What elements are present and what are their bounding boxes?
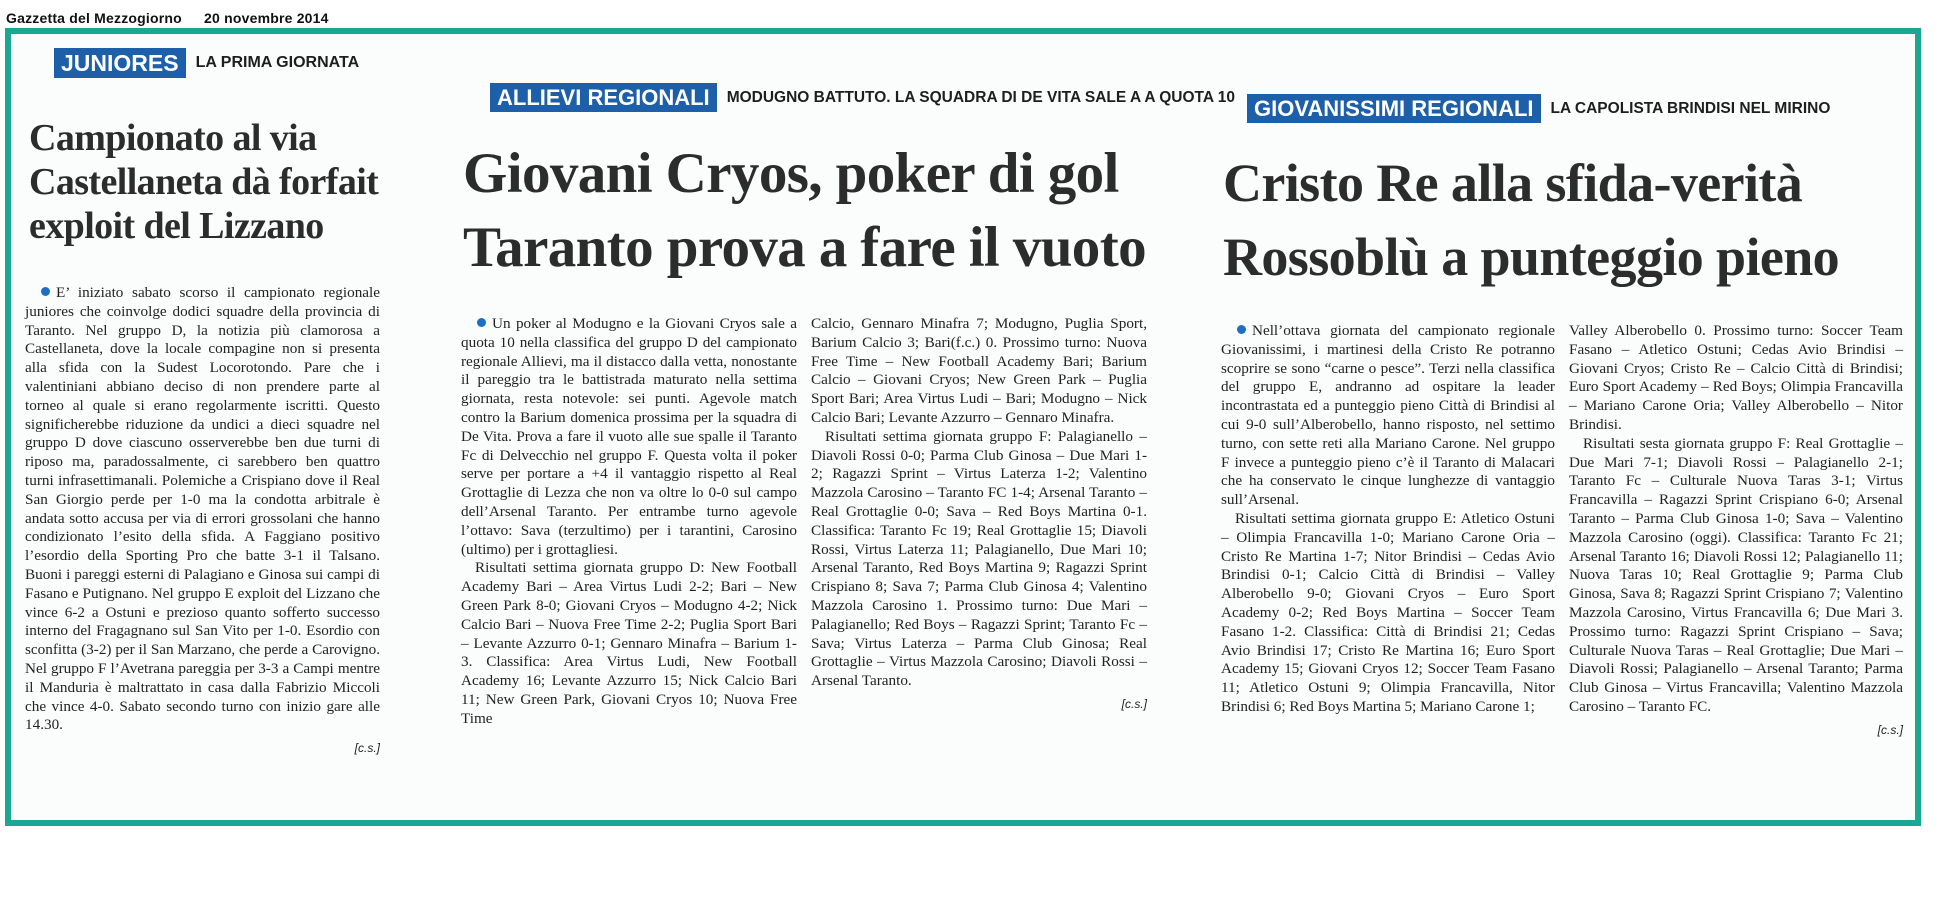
article-paragraph: Calcio, Gennaro Minafra 7; Modugno, Puglia Sport, Barium Calcio 3; Bari(f.c.) 0. Prossimo turno: Nuova Free Time – New Football Academy Bari; Barium Calcio – Giovani Cryos; New Green Park – Puglia Sport Bari; Area Virtus Ludi – Bari; Modugno – Nick Calcio Bari; Levante Azzurro – Gennaro Minafra.: [811, 315, 1147, 426]
article-column: [1569, 322, 1903, 740]
article-paragraph: Risultati sesta giornata gruppo F: Real Grottaglie – Due Mari 7-1; Diavoli Rossi – Palagianello 2-1; Taranto Fc – Culturale Nuova Taras 3-1; Virtus Francavilla – Ragazzi Sprint Crispiano 6-0; Arsenal Taranto – Parma Club Ginosa 1-0; Sava – Valentino Mazzola Carosino (oggi). Classifica: Taranto Fc 21; Arsenal Taranto 16; Diavoli Rossi 12; Palagianello 11; Nuova Taras 10; Real Grottaglie 9; Parma Club Ginosa, Sava 8; Ragazzi Sprint Crispiano 7; Valentino Mazzola Carosino, Virtus Francavilla 6; Due Mari 3. Prossimo turno: Ragazzi Sprint Crispiano – Sava; Culturale Nuova Taras – Real Grottaglie; Due Mari – Diavoli Rossi; Palagianello – Arsenal Taranto; Parma Club Ginosa – Virtus Francavilla; Valentino Mazzola Carosino – Taranto FC.: [1569, 434, 1903, 715]
article-paragraph: Risultati settima giornata gruppo D: New Football Academy Bari – Area Virtus Ludi 2-2; Bari – New Green Park 8-0; Giovani Cryos – Modugno 4-2; Nick Calcio Bari – Nuova Free Time 2-2; Puglia Sport Bari – Levante Azzurro 0-1; Gennaro Minafra – Barium 1-3. Classifica: Area Virtus Ludi, New Football Academy 16; Levante Azzurro 15; Nick Calcio Bari 11; New Green Park, Giovani Cryos 10; Nuova Free Time: [461, 559, 797, 727]
headline-juniores: [29, 116, 389, 248]
article-paragraph: E’ iniziato sabato scorso il campionato regionale juniores che coinvolge dodici squadre della provincia di Taranto. Nel gruppo D, la notizia più clamorosa a Castellaneta, dove la locale compagine non si presenta alla sfida con la Sudest Locorotondo. Pare che i valentiniani abbiano deciso di non prendere parte al torneo al quale si erano regolarmente iscritti. Questo significherebbe riduzione da undici a dieci squadre nel gruppo D dove ciascuno osserverebbe ben due turni di riposo ma, paradossalmente, ci sarebbero ben quattro turni infrasettimanali. Polemiche a Crispiano dove il Real San Giorgio perde per 1-0 ma la condotta arbitrale è andata sotto accusa per via di errori grossolani che hanno condizionato l’esito della sfida. A Faggiano positivo l’esordio della Sporting Pro che batte 3-1 il Talsano. Buoni i pareggi esterni di Palagiano e Ginosa sui campi di Fasano e Putignano. Nel gruppo E exploit del Lizzano che vince 6-2 a Ostuni e prezioso quanto sofferto successo interno del Fragagnano sul San Vito per 1-0. Esordio con sconfitta (3-2) per il San Marzano, che perde a Carovigno. Nel gruppo F l’Avetrana pareggia per 3-3 a Campi mentre il Manduria è maltrattato in casa dalla Fabrizio Miccoli che vince 4-0. Sabato secondo turno con inizio gare alle 14.30.: [25, 284, 380, 734]
article-paragraph: Valley Alberobello 0. Prossimo turno: Soccer Team Fasano – Atletico Ostuni; Cedas Avio Brindisi – Giovani Cryos; Cristo Re – Calcio Città di Brindisi; Euro Sport Academy – Red Boys; Olimpia Francavilla – Mariano Carone Oria; Valley Alberobello – Nitor Brindisi.: [1569, 322, 1903, 433]
section-tag: GIOVANISSIMI REGIONALI: [1247, 94, 1541, 123]
section-subhead: LA PRIMA GIORNATA: [195, 54, 360, 72]
section-tag: ALLIEVI REGIONALI: [490, 83, 717, 112]
bullet-dot-icon: [1237, 325, 1246, 334]
bullet-dot-icon: [477, 318, 486, 327]
author-signature: [c.s.]: [1877, 722, 1903, 737]
bullet-dot-icon: [41, 287, 50, 296]
headline-line: Cristo Re alla sfida-verità: [1223, 153, 1803, 213]
headline-line: Campionato al via: [29, 117, 317, 159]
article-column: [811, 315, 1147, 714]
publication-date: 20 novembre 2014: [204, 10, 329, 26]
author-signature: [c.s.]: [1121, 696, 1147, 711]
headline-line: exploit del Lizzano: [29, 205, 324, 247]
kicker-juniores: [54, 48, 359, 78]
article-column: [1221, 322, 1555, 717]
article-paragraph: Risultati settima giornata gruppo F: Palagianello – Diavoli Rossi 0-0; Parma Club Ginosa – Due Mari 1-2; Ragazzi Sprint – Virtus Laterza 1-2; Valentino Mazzola Carosino – Taranto FC 1-4; Arsenal Taranto – Real Grottaglie 0-0; Sava – Red Boys Martina 0-1. Classifica: Taranto Fc 19; Real Grottaglie 15; Diavoli Rossi, Virtus Laterza 11; Palagianello, Due Mari 10; Arsenal Taranto, Red Boys Martina 9; Ragazzi Sprint Crispiano 8; Sava 7; Parma Club Ginosa 4; Valentino Mazzola Carosino 1. Prossimo turno: Due Mari – Palagianello; Red Boys – Ragazzi Sprint; Taranto Fc – Sava; Virtus Laterza – Parma Club Ginosa; Real Grottaglie – Virtus Mazzola Carosino; Diavoli Rossi – Arsenal Taranto.: [811, 427, 1147, 690]
headline-allievi: [463, 137, 1183, 285]
article-column: [25, 284, 380, 758]
kicker-allievi: [490, 83, 1235, 112]
masthead: [6, 10, 329, 26]
headline-line: Castellaneta dà forfait: [29, 161, 379, 203]
author-signature: [c.s.]: [354, 741, 380, 756]
newspaper-name: Gazzetta del Mezzogiorno: [6, 10, 182, 26]
section-subhead: MODUGNO BATTUTO. LA SQUADRA DI DE VITA SALE A A QUOTA 10: [726, 88, 1236, 106]
article-column: [461, 315, 797, 729]
section-subhead: LA CAPOLISTA BRINDISI NEL MIRINO: [1550, 99, 1831, 117]
article-paragraph: Risultati settima giornata gruppo E: Atletico Ostuni – Olimpia Francavilla 1-0; Mariano Carone Oria – Cristo Re Martina 1-7; Nitor Brindisi – Cedas Avio Brindisi 0-1; Calcio Città di Brindisi – Valley Alberobello 9-0; Giovani Cryos – Euro Sport Academy 0-2; Red Boys Martina – Soccer Team Fasano 1-2. Classifica: Città di Brindisi 21; Cedas Avio Brindisi 17; Cristo Re Martina 16; Euro Sport Academy 15; Giovani Cryos 12; Soccer Team Fasano 11; Atletico Ostuni 9; Olimpia Francavilla, Nitor Brindisi 6; Red Boys Martina 5; Mariano Carone 1;: [1221, 509, 1555, 715]
section-tag: JUNIORES: [54, 48, 186, 78]
headline-line: Taranto prova a fare il vuoto: [463, 216, 1146, 279]
article-paragraph: Nell’ottava giornata del campionato regionale Giovanissimi, i martinesi della Cristo Re potranno scoprire se sono “carne o pesce”. Terzi nella classifica del gruppo E, andranno ad ospitare la leader incontrastata ed a punteggio pieno Città di Brindisi al cui 9-0 sull’Alberobello, hanno risposto, nel settimo turno, con sette reti alla Mariano Carone. Nel gruppo F invece a punteggio pieno c’è il Taranto di Malacari che ha conservato le cinque lunghezze di vantaggio sull’Arsenal.: [1221, 322, 1555, 509]
headline-giovanissimi: [1223, 146, 1921, 294]
kicker-giovanissimi: [1247, 94, 1830, 123]
article-paragraph: Un poker al Modugno e la Giovani Cryos sale a quota 10 nella classifica del gruppo D del campionato regionale Allievi, ma il distacco dalla vetta, nonostante il pareggio tra le battistrada maturato nella settima giornata, resta notevole: sei punti. Agevole match contro la Barium domenica prossima per la squadra di De Vita. Prova a fare il vuoto alle sue spalle il Taranto Fc di Delvecchio nel gruppo F. Questa volta il poker serve per portare a +4 il vantaggio rispetto al Real Grottaglie di Lezza che non va oltre lo 0-0 sul campo dell’Arsenal Taranto. Per entrambe turno agevole l’ottavo: Sava (terzultimo) per i tarantini, Carosino (ultimo) per i grottagliesi.: [461, 315, 797, 558]
clipping-frame: [5, 28, 1921, 826]
headline-line: Giovani Cryos, poker di gol: [463, 142, 1119, 205]
headline-line: Rossoblù a punteggio pieno: [1223, 227, 1840, 287]
